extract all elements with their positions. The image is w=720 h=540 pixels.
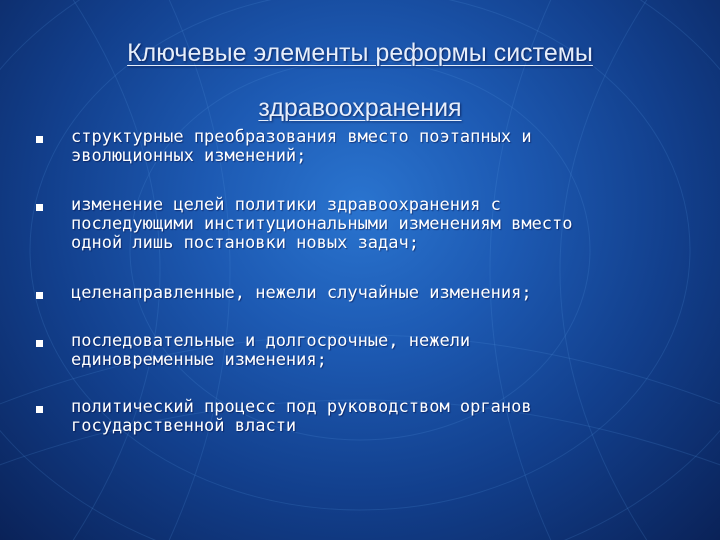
- square-bullet-icon: [36, 406, 43, 413]
- bullet-text: политический процесс под руководством органов государственной власти: [71, 397, 532, 436]
- bullet-text: целенаправленные, нежели случайные изменения;: [71, 283, 532, 303]
- bullet-text: изменение целей политики здравоохранения с последующими институциональными изменениям вместо одной лишь постановки новых задач;: [71, 195, 573, 253]
- square-bullet-icon: [36, 340, 43, 347]
- square-bullet-icon: [36, 204, 43, 211]
- square-bullet-icon: [36, 136, 43, 143]
- square-bullet-icon: [36, 292, 43, 299]
- bullet-text: последовательные и долгосрочные, нежели единовременные изменения;: [71, 331, 471, 370]
- bullet-text: структурные преобразования вместо поэтапных и эволюционных изменений;: [71, 127, 532, 166]
- slide-title: Ключевые элементы реформы системы здравоохранения: [127, 39, 593, 122]
